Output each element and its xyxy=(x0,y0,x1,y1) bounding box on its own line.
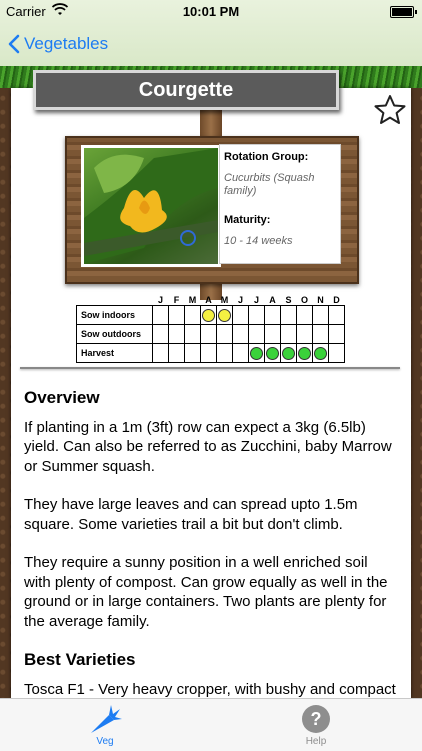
best-varieties-heading: Best Varieties xyxy=(24,650,136,669)
calendar-cell xyxy=(329,344,345,363)
calendar-cell xyxy=(265,325,281,344)
calendar-cell xyxy=(153,306,169,325)
status-bar xyxy=(0,0,422,22)
calendar-cell xyxy=(201,306,217,325)
page-title-plank xyxy=(33,70,339,110)
month-header: M xyxy=(188,295,197,305)
sowing-calendar xyxy=(76,295,346,357)
calendar-cell xyxy=(185,344,201,363)
calendar-cell xyxy=(185,306,201,325)
calendar-cell xyxy=(217,306,233,325)
calendar-cell xyxy=(153,325,169,344)
month-header: D xyxy=(333,295,340,305)
calendar-cell xyxy=(281,344,297,363)
calendar-dot xyxy=(298,347,311,360)
tab-veg-label: Veg xyxy=(96,736,114,747)
calendar-table xyxy=(76,295,345,363)
calendar-cell xyxy=(265,344,281,363)
plant-info-card xyxy=(219,144,341,264)
back-label: Vegetables xyxy=(24,34,109,53)
favorite-star-icon[interactable] xyxy=(374,94,406,126)
chevron-left-icon xyxy=(8,34,20,54)
calendar-row-label: Sow indoors xyxy=(77,306,153,325)
calendar-cell xyxy=(313,306,329,325)
calendar-cell xyxy=(329,306,345,325)
month-header: A xyxy=(205,295,212,305)
best-varieties-text: Tosca F1 - Very heavy cropper, with bushy and compact xyxy=(24,680,396,698)
month-header: J xyxy=(157,295,163,305)
calendar-dot xyxy=(314,347,327,360)
month-header: J xyxy=(237,295,243,305)
calendar-cell xyxy=(217,344,233,363)
overview-heading: Overview xyxy=(24,388,100,407)
month-header: S xyxy=(285,295,292,305)
help-icon: ? xyxy=(302,705,330,733)
back-button[interactable] xyxy=(8,32,108,56)
description xyxy=(24,388,396,738)
calendar-cell xyxy=(313,325,329,344)
calendar-dot xyxy=(266,347,279,360)
calendar-dot xyxy=(202,309,215,322)
calendar-dot xyxy=(218,309,231,322)
maturity-value: 10 - 14 weeks xyxy=(224,235,293,247)
rotation-group-label: Rotation Group: xyxy=(224,151,309,163)
overview-paragraph-3: They require a sunny position in a well enriched soil with plenty of compost. Can grow equally as well in the ground or in large containers. Two plants are plenty for the average family. xyxy=(24,554,388,630)
calendar-row-label: Harvest xyxy=(77,344,153,363)
calendar-cell xyxy=(233,325,249,344)
calendar-dot xyxy=(282,347,295,360)
calendar-cell xyxy=(265,306,281,325)
calendar-cell xyxy=(249,306,265,325)
calendar-row xyxy=(77,325,345,344)
tab-veg[interactable] xyxy=(65,699,145,751)
calendar-cell xyxy=(297,344,313,363)
plant-photo xyxy=(81,145,221,267)
calendar-row-label: Sow outdoors xyxy=(77,325,153,344)
calendar-dot xyxy=(250,347,263,360)
calendar-cell xyxy=(217,325,233,344)
calendar-cell xyxy=(233,344,249,363)
calendar-row xyxy=(77,344,345,363)
top-bar xyxy=(0,0,422,67)
carrier-label: Carrier xyxy=(6,4,46,19)
calendar-row xyxy=(77,306,345,325)
month-header: F xyxy=(173,295,180,305)
overview-paragraph-2: They have large leaves and can spread upto 1.5m square. Some varieties trail a bit but don't climb. xyxy=(24,496,358,533)
calendar-corner xyxy=(77,295,153,306)
calendar-cell xyxy=(169,306,185,325)
calendar-cell xyxy=(233,306,249,325)
month-header: M xyxy=(220,295,229,305)
calendar-cell xyxy=(153,344,169,363)
calendar-cell xyxy=(185,325,201,344)
month-header: O xyxy=(300,295,308,305)
calendar-cell xyxy=(297,306,313,325)
rotation-group-value: Cucurbits (Squash family) xyxy=(224,172,315,197)
maturity-label: Maturity: xyxy=(224,214,271,226)
calendar-cell xyxy=(169,344,185,363)
calendar-cell xyxy=(281,306,297,325)
calendar-cell xyxy=(249,325,265,344)
courgette-flower-image xyxy=(84,148,218,264)
calendar-cell xyxy=(297,325,313,344)
page-title: Courgette xyxy=(138,78,234,101)
calendar-cell xyxy=(201,344,217,363)
battery-icon xyxy=(390,6,414,18)
overview-paragraph-1: If planting in a 1m (3ft) row can expect a 3kg (6.5lb) yield. Can also be referred to as Zucchini, baby Marrow or Summer squash. xyxy=(24,418,392,475)
month-header: N xyxy=(317,295,324,305)
calendar-cell xyxy=(169,325,185,344)
calendar-cell xyxy=(313,344,329,363)
calendar-cell xyxy=(281,325,297,344)
tab-help[interactable] xyxy=(276,699,356,751)
tab-bar xyxy=(0,698,422,751)
clock: 10:01 PM xyxy=(182,4,240,19)
divider xyxy=(20,367,400,369)
month-header: A xyxy=(269,295,276,305)
calendar-cell xyxy=(249,344,265,363)
month-header: J xyxy=(253,295,259,305)
carrot-icon xyxy=(87,703,123,737)
calendar-cell xyxy=(329,325,345,344)
tab-help-label: Help xyxy=(305,736,327,747)
calendar-cell xyxy=(201,325,217,344)
